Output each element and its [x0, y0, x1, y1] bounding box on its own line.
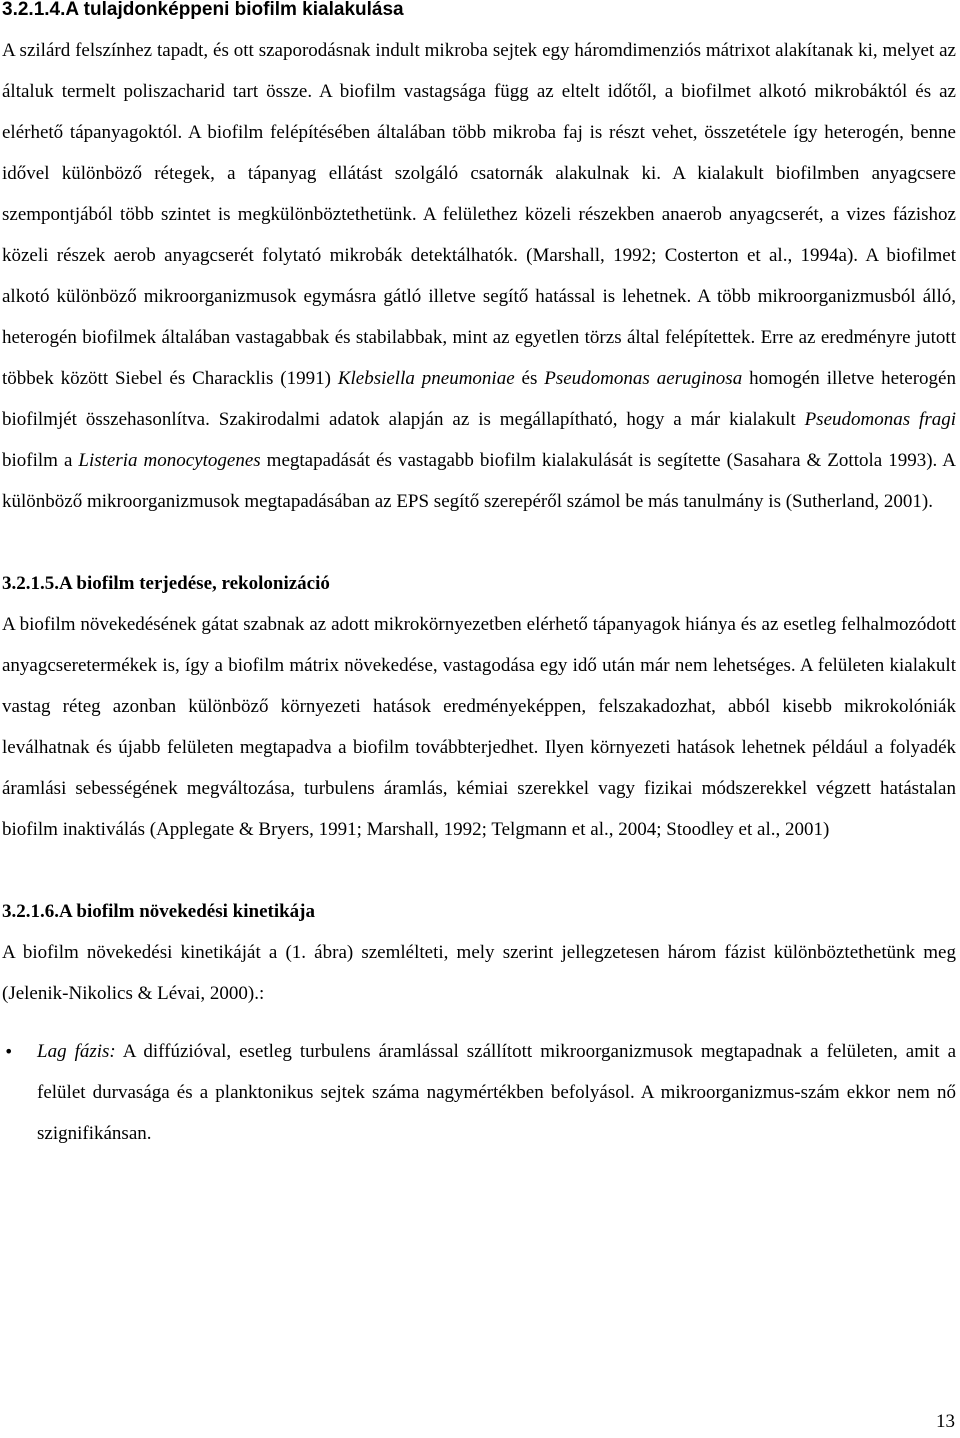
paragraph-text: megtapadását és vastagabb biofilm kialakulását is segítette (Sasahara & Zottola 1993). A különböző mikroorganizmusok megtapadásában az EPS segítő szerepéről számol be más tanulmány is (Sutherland, 2001).: [2, 450, 956, 512]
paragraph-text: és: [514, 368, 545, 389]
species-name: Klebsiella pneumoniae: [337, 368, 515, 389]
bullet-item-lag-phase: [2, 1031, 956, 1154]
section-title: A biofilm növekedési kinetikája: [59, 901, 315, 922]
section-title: A tulajdonképpeni biofilm kialakulása: [65, 0, 404, 20]
document-page: [2, 0, 956, 1154]
page-number: 13: [936, 1411, 955, 1432]
section-number: 3.2.1.6.: [2, 901, 59, 922]
species-name: Listeria monocytogenes: [78, 450, 261, 471]
paragraph-text: A szilárd felszínhez tapadt, és ott szaporodásnak indult mikroba sejtek egy háromdimenziós mátrixot alakítanak ki, melyet az általuk termelt poliszacharid tart össze. A biofilm vastagsága függ az eltelt időtől, a biofilmet alkotó mikrobáktól és az elérhető tápanyagoktól. A biofilm felépítésében általában több mikroba faj is részt vehet, összetétele így heterogén, benne idővel különböző rétegek, a tápanyag ellátást szolgáló csatornák alakulnak ki. A kialakult biofilmben anyagcsere szempontjából több szintet is megkülönböztethetünk. A felülethez közeli részekben anaerob anyagcserét, a vizes fázishoz közeli részek aerob anyagcserét folytató mikrobák detektálhatók. (Marshall, 1992; Costerton et al., 1994a). A biofilmet alkotó különböző mikroorganizmusok egymásra gátló illetve segítő hatással is lehetnek. A több mikroorganizmusból álló, heterogén biofilmek általában vastagabbak és stabilabbak, mint az egyetlen törzs által felépítettek. Erre az eredményre jutott többek között Siebel és Characklis (1991): [2, 40, 956, 389]
paragraph-growth-kinetics: [2, 932, 956, 1014]
bullet-text: A diffúzióval, esetleg turbulens áramlással szállított mikroorganizmusok megtapadnak a felületen, amit a felület durvasága és a planktonikus sejtek száma nagymértékben befolyásol. A mikroorganizmus-szám ekkor nem nő szignifikánsan.: [37, 1041, 957, 1144]
section-number: 3.2.1.4.: [2, 0, 66, 20]
paragraph-biofilm-spread: [2, 604, 956, 850]
paragraph-text: A biofilm növekedésének gátat szabnak az adott mikrokörnyezetben elérhető tápanyagok hiánya és az esetleg felhalmozódott anyagcseretermékek is, így a biofilm mátrix növekedése, vastagodása egy idő után már nem lehetséges. A felületen kialakult vastag réteg azonban különböző környezeti hatások eredményeképpen, felszakadozhat, abból kisebb mikrokolóniák leválhatnak és újabb felületen megtapadva a biofilm továbbterjedhet. Ilyen környezeti hatások lehetnek például a folyadék áramlási sebességének megváltozása, turbulens áramlás, kémiai szerekkel vagy fizikai módszerekkel végzett hatástalan biofilm inaktiválás (Applegate & Bryers, 1991; Marshall, 1992; Telgmann et al., 2004; Stoodley et al., 2001): [2, 614, 956, 840]
paragraph-text: biofilm a: [2, 450, 79, 471]
species-name: Pseudomonas aeruginosa: [544, 368, 743, 389]
paragraph-biofilm-formation: [2, 30, 956, 522]
section-heading-3-2-1-6: [2, 891, 956, 932]
section-title: A biofilm terjedése, rekolonizáció: [59, 573, 330, 594]
bullet-term: Lag fázis:: [37, 1041, 116, 1062]
paragraph-text: homogén illetve heterogén biofilmjét összehasonlítva. Szakirodalmi adatok alapján az is megállapítható, hogy a már kialakult: [2, 368, 956, 430]
section-number: 3.2.1.5.: [2, 573, 59, 594]
section-heading-3-2-1-5: [2, 563, 956, 604]
section-heading-3-2-1-4: [2, 0, 956, 30]
bullet-marker: •: [4, 1042, 14, 1061]
paragraph-text: A biofilm növekedési kinetikáját a (1. ábra) szemlélteti, mely szerint jellegzetesen három fázist különböztethetünk meg (Jelenik-Nikolics & Lévai, 2000).:: [2, 942, 956, 1004]
species-name: Pseudomonas fragi: [804, 409, 956, 430]
